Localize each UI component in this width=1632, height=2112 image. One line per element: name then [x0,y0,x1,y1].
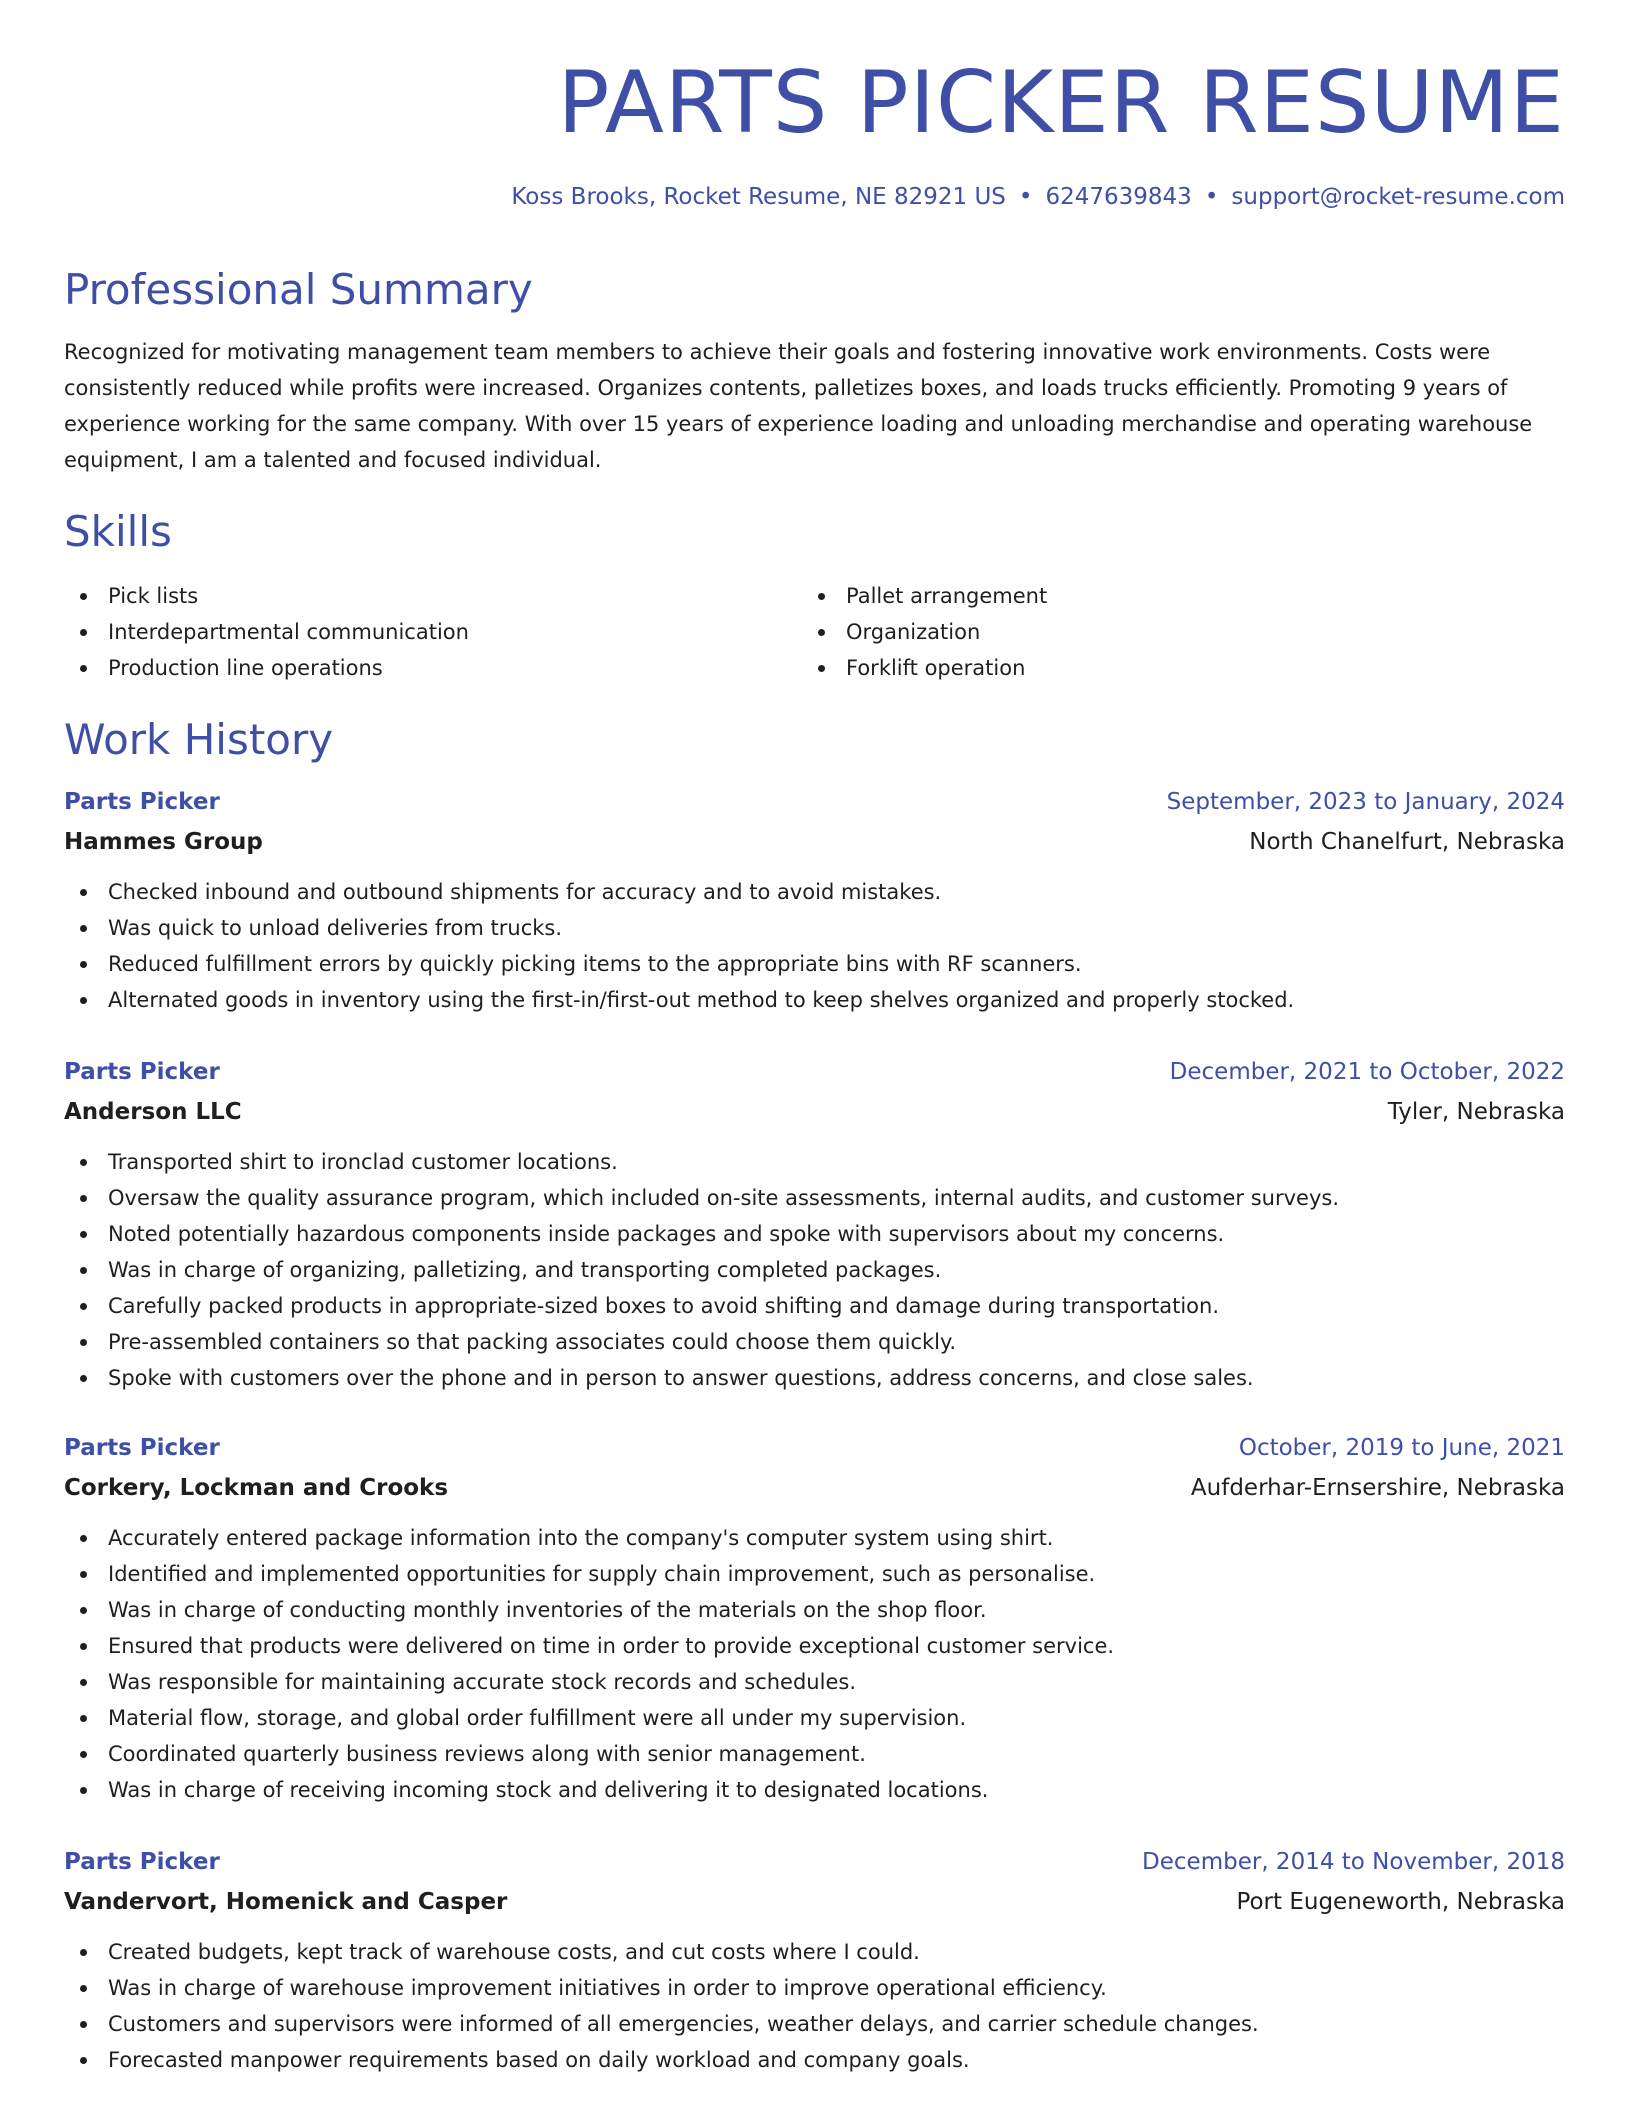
skill-item: Production line operations [64,650,469,686]
job-header-row [64,1052,1565,1092]
job-company-row [64,1468,1565,1508]
job-header-row [64,1842,1565,1882]
job-company-row [64,1092,1565,1132]
duty-list [64,1144,1565,1396]
contact-phone: 6247639843 [1045,184,1192,210]
job-company: Corkery, Lockman and Crooks [64,1475,449,1501]
job-location: Tyler, Nebraska [1387,1099,1565,1125]
skill-item: Pick lists [64,578,469,614]
duty-item: Was in charge of organizing, palletizing, and transporting completed packages. [64,1252,1565,1288]
contact-address: Koss Brooks, Rocket Resume, NE 82921 US [511,184,1006,210]
duty-item: Checked inbound and outbound shipments for accuracy and to avoid mistakes. [64,874,1565,910]
duty-item: Material flow, storage, and global order fulfillment were all under my supervision. [64,1700,1565,1736]
duty-item: Noted potentially hazardous components inside packages and spoke with supervisors about my concerns. [64,1216,1565,1252]
contact-line [511,180,1565,214]
duty-item: Oversaw the quality assurance program, which included on-site assessments, internal audits, and customer surveys. [64,1180,1565,1216]
duty-list [64,1520,1565,1808]
job-location: Port Eugeneworth, Nebraska [1236,1889,1565,1915]
job-company-row [64,822,1565,862]
skills-list-left [64,578,469,686]
job-entry [64,1428,1565,1808]
duty-item: Alternated goods in inventory using the first-in/first-out method to keep shelves organized and properly stocked. [64,982,1565,1018]
skill-item: Forklift operation [802,650,1047,686]
duty-item: Reduced fulfillment errors by quickly picking items to the appropriate bins with RF scanners. [64,946,1565,982]
duty-item: Identified and implemented opportunities for supply chain improvement, such as personalise. [64,1556,1565,1592]
job-company: Vandervort, Homenick and Casper [64,1889,508,1915]
skill-item: Interdepartmental communication [64,614,469,650]
duty-item: Forecasted manpower requirements based on daily workload and company goals. [64,2042,1565,2078]
job-header-row [64,782,1565,822]
job-dates: October, 2019 to June, 2021 [1238,1435,1565,1461]
duty-item: Was in charge of receiving incoming stock and delivering it to designated locations. [64,1772,1565,1808]
summary-heading: Professional Summary [64,265,533,314]
contact-email: support@rocket-resume.com [1231,184,1565,210]
duty-list [64,874,1565,1018]
duty-item: Customers and supervisors were informed of all emergencies, weather delays, and carrier schedule changes. [64,2006,1565,2042]
job-title: Parts Picker [64,1059,220,1085]
job-title: Parts Picker [64,789,220,815]
skills-heading: Skills [64,507,172,556]
summary-text: Recognized for motivating management team members to achieve their goals and fostering innovative work environments. Costs were consistently reduced while profits were increased. Organizes contents, palletizes boxes, and loads trucks efficiently. Promoting 9 years of experience working for the same company. With over 15 years of experience loading and unloading merchandise and operating warehouse equipment, I am a talented and focused individual. [64,340,1533,472]
duty-item: Carefully packed products in appropriate-sized boxes to avoid shifting and damage during transportation. [64,1288,1565,1324]
work-history-heading: Work History [64,715,334,764]
job-location: Aufderhar-Ernsershire, Nebraska [1190,1475,1565,1501]
job-company: Hammes Group [64,829,263,855]
duty-item: Was responsible for maintaining accurate stock records and schedules. [64,1664,1565,1700]
duty-item: Was quick to unload deliveries from trucks. [64,910,1565,946]
duty-list [64,1934,1565,2078]
duty-item: Coordinated quarterly business reviews along with senior management. [64,1736,1565,1772]
job-entry [64,1842,1565,2078]
resume-title: PARTS PICKER RESUME [557,53,1565,153]
job-company: Anderson LLC [64,1099,242,1125]
duty-item: Pre-assembled containers so that packing associates could choose them quickly. [64,1324,1565,1360]
job-dates: September, 2023 to January, 2024 [1166,789,1565,815]
duty-item: Ensured that products were delivered on time in order to provide exceptional customer service. [64,1628,1565,1664]
job-title: Parts Picker [64,1435,220,1461]
job-entry [64,782,1565,1018]
duty-item: Was in charge of warehouse improvement initiatives in order to improve operational efficiency. [64,1970,1565,2006]
job-company-row [64,1882,1565,1922]
skills-list-right [802,578,1047,686]
job-location: North Chanelfurt, Nebraska [1249,829,1565,855]
job-header-row [64,1428,1565,1468]
duty-item: Created budgets, kept track of warehouse costs, and cut costs where I could. [64,1934,1565,1970]
job-dates: December, 2014 to November, 2018 [1142,1849,1565,1875]
skill-item: Organization [802,614,1047,650]
contact-separator: • [1018,184,1033,210]
duty-item: Transported shirt to ironclad customer locations. [64,1144,1565,1180]
duty-item: Spoke with customers over the phone and in person to answer questions, address concerns, and close sales. [64,1360,1565,1396]
duty-item: Was in charge of conducting monthly inventories of the materials on the shop floor. [64,1592,1565,1628]
skill-item: Pallet arrangement [802,578,1047,614]
contact-separator: • [1204,184,1219,210]
duty-item: Accurately entered package information into the company's computer system using shirt. [64,1520,1565,1556]
job-entry [64,1052,1565,1396]
job-dates: December, 2021 to October, 2022 [1169,1059,1565,1085]
job-title: Parts Picker [64,1849,220,1875]
